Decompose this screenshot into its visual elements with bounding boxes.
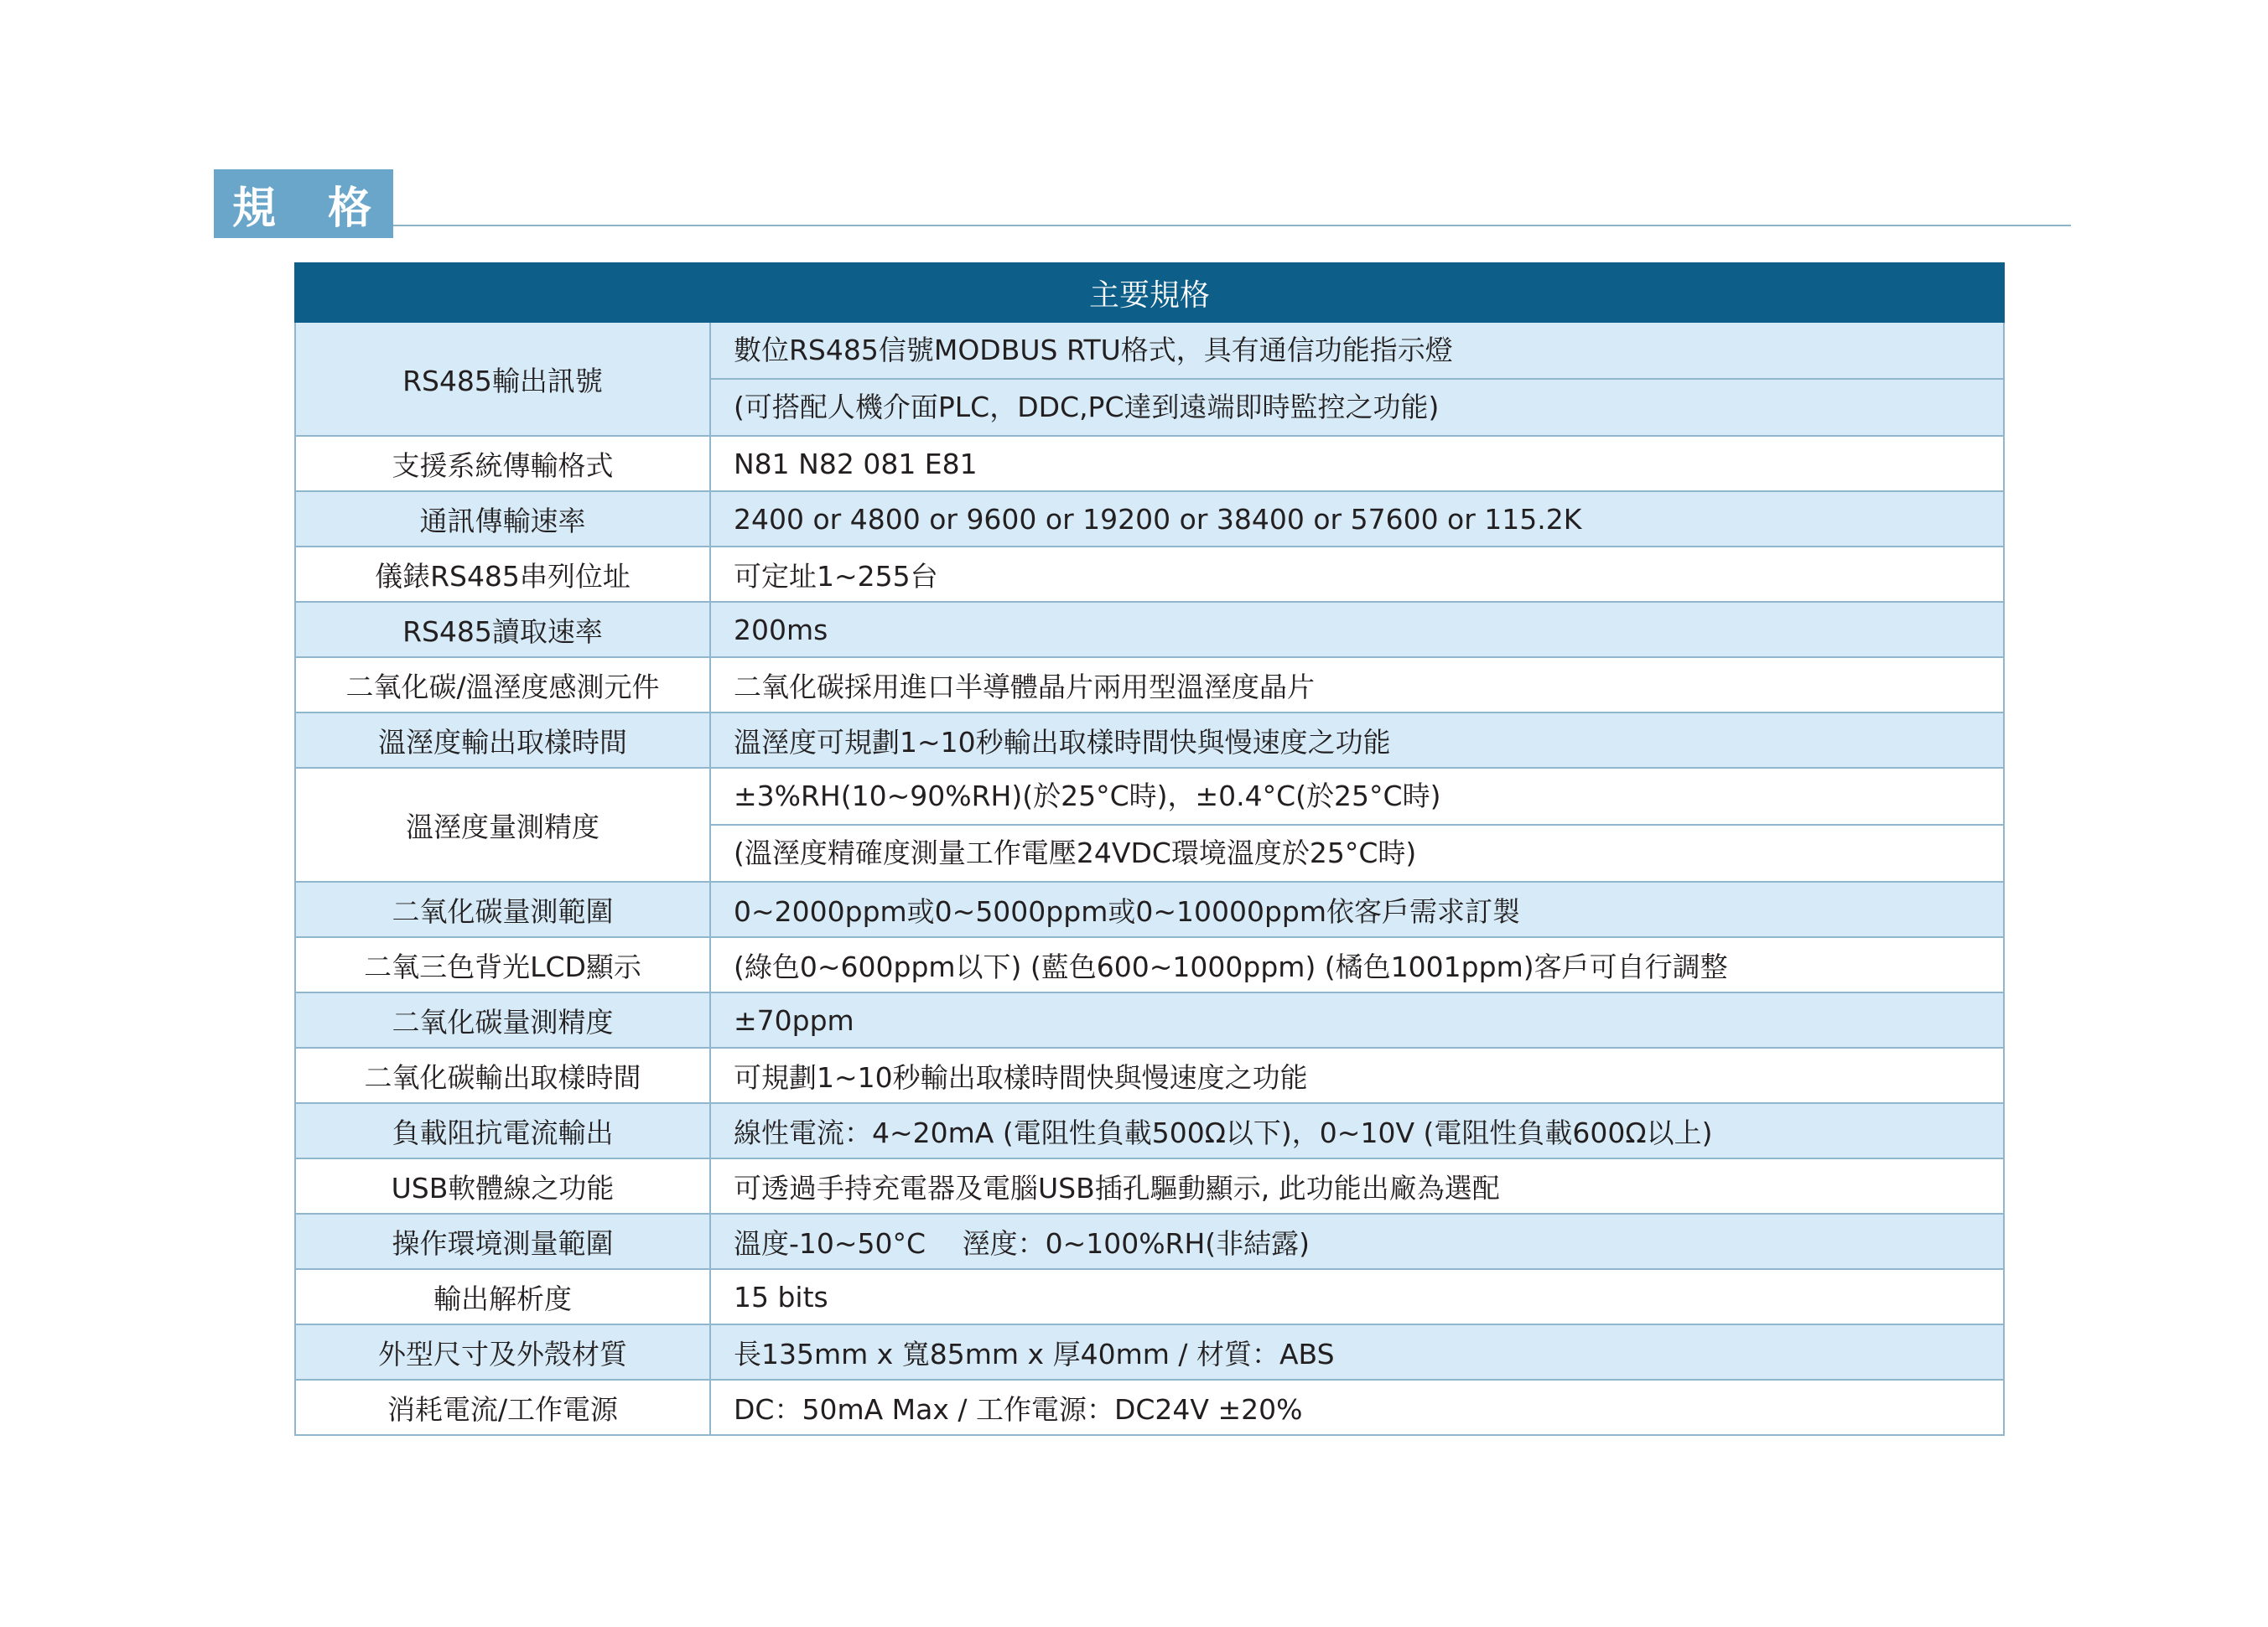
spec-label: 消耗電流/工作電源: [295, 1380, 710, 1435]
spec-label: 二氧化碳/溫溼度感測元件: [295, 657, 710, 712]
section-title: 規 格: [214, 169, 393, 238]
spec-table-header-row: [295, 263, 2004, 322]
spec-value-line: (溫溼度精確度測量工作電壓24VDC環境溫度於25°C時): [711, 824, 2003, 881]
spec-value: N81 N82 081 E81: [710, 436, 2004, 491]
table-row: [295, 657, 2004, 712]
spec-label: 溫溼度量測精度: [295, 768, 710, 882]
spec-value: 可規劃1~10秒輸出取樣時間快與慢速度之功能: [710, 1048, 2004, 1103]
table-row: [295, 937, 2004, 992]
spec-label: 二氧三色背光LCD顯示: [295, 937, 710, 992]
spec-label: 通訊傳輸速率: [295, 491, 710, 547]
spec-label: RS485讀取速率: [295, 602, 710, 657]
spec-value-line: ±3%RH(10~90%RH)(於25°C時)，±0.4°C(於25°C時): [734, 780, 1441, 812]
spec-label: 儀錶RS485串列位址: [295, 547, 710, 602]
spec-value: 可定址1~255台: [710, 547, 2004, 602]
table-row: [295, 1214, 2004, 1269]
table-row: [295, 1103, 2004, 1158]
table-row: [295, 436, 2004, 491]
spec-value: ±70ppm: [710, 992, 2004, 1048]
spec-value: (綠色0~600ppm以下) (藍色600~1000ppm) (橘色1001ppm)客戶可自行調整: [710, 937, 2004, 992]
spec-value: 二氧化碳採用進口半導體晶片兩用型溫溼度晶片: [710, 657, 2004, 712]
table-row: [295, 602, 2004, 657]
spec-label: 二氧化碳輸出取樣時間: [295, 1048, 710, 1103]
spec-value-line: 數位RS485信號MODBUS RTU格式，具有通信功能指示燈: [734, 334, 1453, 366]
spec-value: 0~2000ppm或0~5000ppm或0~10000ppm依客戶需求訂製: [710, 882, 2004, 937]
spec-value: [710, 768, 2004, 882]
table-row: [295, 1324, 2004, 1380]
spec-label: 操作環境測量範圍: [295, 1214, 710, 1269]
table-row: [295, 547, 2004, 602]
spec-label: 支援系統傳輸格式: [295, 436, 710, 491]
spec-value: 長135mm x 寬85mm x 厚40mm / 材質：ABS: [710, 1324, 2004, 1380]
spec-value: 200ms: [710, 602, 2004, 657]
table-row: [295, 992, 2004, 1048]
spec-label: 輸出解析度: [295, 1269, 710, 1324]
table-row: [295, 882, 2004, 937]
spec-value: [710, 322, 2004, 436]
section-divider: [393, 225, 2071, 226]
table-row: [295, 1269, 2004, 1324]
spec-value: DC：50mA Max / 工作電源：DC24V ±20%: [710, 1380, 2004, 1435]
table-row: [295, 768, 2004, 882]
spec-value-line: (可搭配人機介面PLC，DDC,PC達到遠端即時監控之功能): [711, 378, 2003, 435]
table-row: [295, 322, 2004, 436]
table-row: [295, 712, 2004, 768]
spec-label: 負載阻抗電流輸出: [295, 1103, 710, 1158]
spec-label: 二氧化碳量測範圍: [295, 882, 710, 937]
spec-label: USB軟體線之功能: [295, 1158, 710, 1214]
table-row: [295, 1158, 2004, 1214]
table-row: [295, 1048, 2004, 1103]
spec-table: [294, 262, 2005, 1436]
spec-value: 2400 or 4800 or 9600 or 19200 or 38400 or 57600 or 115.2K: [710, 491, 2004, 547]
table-row: [295, 491, 2004, 547]
spec-label: 外型尺寸及外殼材質: [295, 1324, 710, 1380]
spec-label: 溫溼度輸出取樣時間: [295, 712, 710, 768]
spec-value: 線性電流：4~20mA (電阻性負載500Ω以下)，0~10V (電阻性負載600Ω以上): [710, 1103, 2004, 1158]
spec-value: 溫度-10~50°C 溼度：0~100%RH(非結露): [710, 1214, 2004, 1269]
spec-value: 可透過手持充電器及電腦USB插孔驅動顯示, 此功能出廠為選配: [710, 1158, 2004, 1214]
spec-table-header: 主要規格: [295, 263, 2004, 322]
spec-label: RS485輸出訊號: [295, 322, 710, 436]
table-row: [295, 1380, 2004, 1435]
spec-label: 二氧化碳量測精度: [295, 992, 710, 1048]
spec-value: 15 bits: [710, 1269, 2004, 1324]
spec-value: 溫溼度可規劃1~10秒輸出取樣時間快與慢速度之功能: [710, 712, 2004, 768]
